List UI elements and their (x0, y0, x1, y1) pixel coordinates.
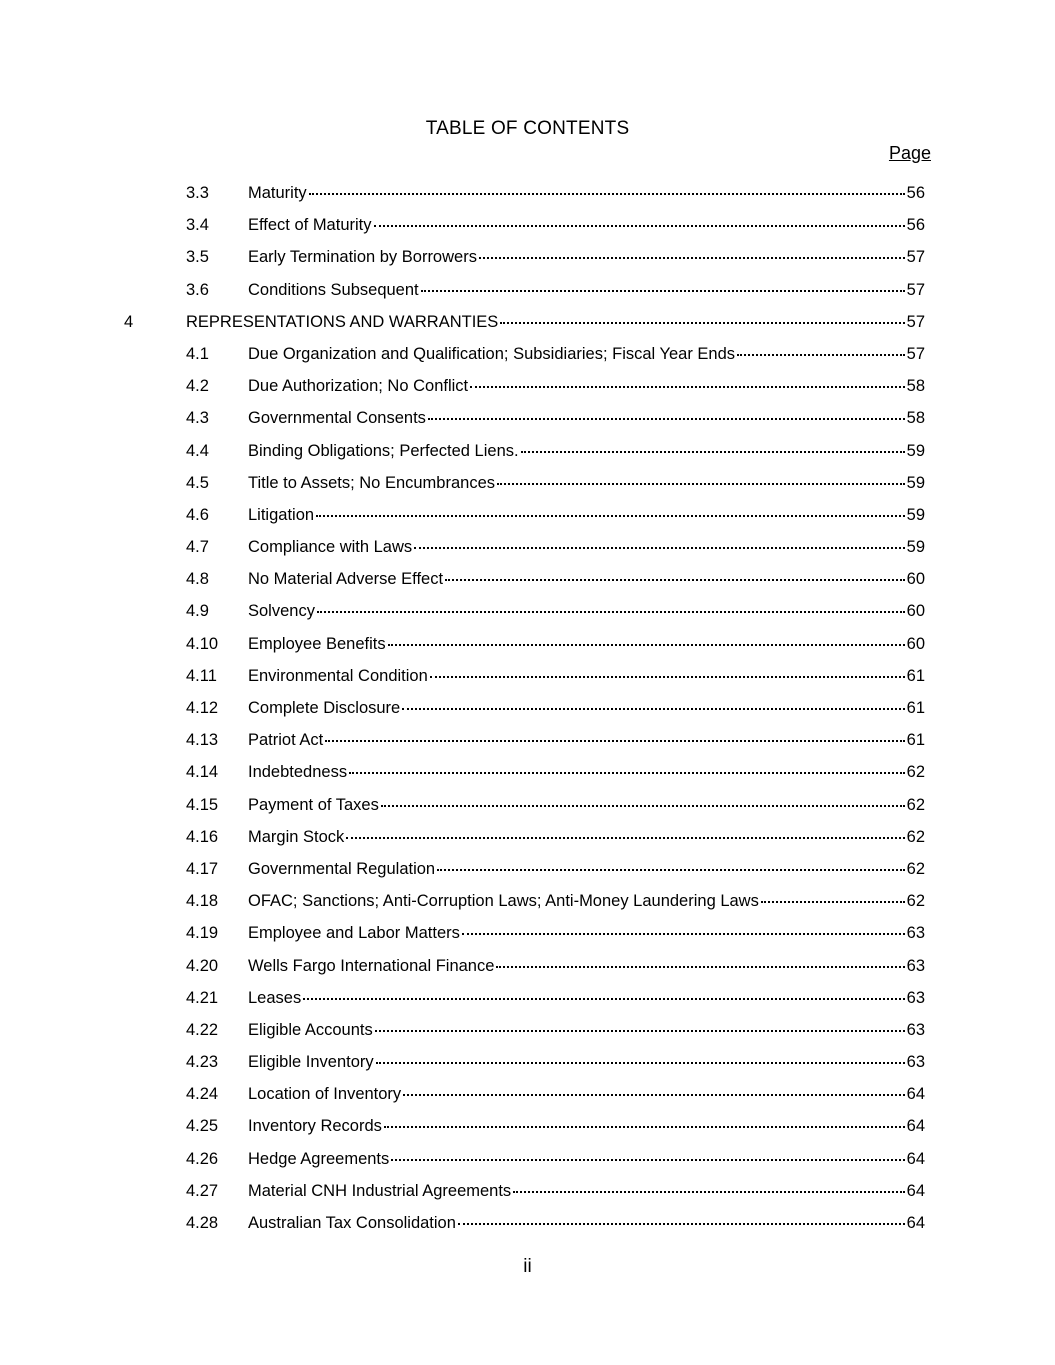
toc-entry[interactable] (0, 1210, 1055, 1242)
toc-entry-page: 64 (906, 1149, 925, 1168)
toc-entry-title: Patriot Act (248, 731, 324, 750)
toc-entry[interactable] (0, 373, 1055, 405)
dot-leader (470, 385, 905, 388)
dot-leader (428, 417, 905, 420)
toc-entry[interactable] (0, 953, 1055, 985)
toc-entry-line (248, 631, 925, 657)
toc-entry-line (248, 920, 925, 946)
toc-entry[interactable] (0, 438, 1055, 470)
toc-entry-number: 4.3 (186, 409, 209, 428)
dot-leader (375, 1029, 905, 1032)
toc-entry-page: 58 (906, 409, 925, 428)
toc-entry-number: 4.25 (186, 1117, 219, 1136)
toc-entry-page: 59 (906, 473, 925, 492)
toc-entry-line (248, 1049, 925, 1075)
toc-entry-page: 60 (906, 634, 925, 653)
dot-leader (458, 1222, 905, 1225)
dot-leader (414, 546, 904, 549)
toc-entry-number: 4.22 (186, 1020, 219, 1039)
toc-entry-page: 60 (906, 602, 925, 621)
toc-entry-title: Early Termination by Borrowers (248, 248, 477, 267)
toc-entry-title: Location of Inventory (248, 1085, 402, 1104)
dot-leader (430, 675, 905, 678)
toc-entry-line (248, 1113, 925, 1139)
dot-leader (462, 932, 905, 935)
toc-entry-line (248, 212, 925, 238)
dot-leader (403, 1093, 904, 1096)
toc-entry[interactable] (0, 244, 1055, 276)
toc-entry-line (248, 888, 925, 914)
toc-entry-number: 4.7 (186, 538, 209, 557)
toc-entry-number: 4.24 (186, 1085, 219, 1104)
toc-entry-title: Employee and Labor Matters (248, 924, 460, 943)
toc-entry-line (248, 244, 925, 270)
toc-entry[interactable] (0, 534, 1055, 566)
toc-entry[interactable] (0, 856, 1055, 888)
toc-entry-page: 57 (906, 248, 925, 267)
toc-entry-line (248, 727, 925, 753)
toc-entry[interactable] (0, 180, 1055, 212)
toc-entry[interactable] (0, 792, 1055, 824)
dot-leader (388, 643, 905, 646)
toc-entry[interactable] (0, 470, 1055, 502)
toc-entry[interactable] (0, 212, 1055, 244)
toc-entry[interactable] (0, 1146, 1055, 1178)
toc-entry-line (248, 341, 925, 367)
toc-entry[interactable] (0, 405, 1055, 437)
toc-entry-line (248, 759, 925, 785)
toc-entry-line (248, 534, 925, 560)
toc-entry-title: OFAC; Sanctions; Anti-Corruption Laws; Anti-Money Laundering Laws (248, 892, 759, 911)
toc-entry-number: 4.27 (186, 1181, 219, 1200)
toc-entry-page: 63 (906, 1053, 925, 1072)
toc-entry-line (248, 373, 925, 399)
dot-leader (376, 1061, 905, 1064)
toc-entry-line (248, 1210, 925, 1236)
toc-entry-page: 64 (906, 1214, 925, 1232)
toc-entry-page: 57 (906, 312, 925, 331)
toc-entry-number: 4.21 (186, 988, 219, 1007)
toc-entry-number: 4.17 (186, 859, 219, 878)
toc-entry-line (248, 695, 925, 721)
toc-entry-page: 56 (906, 216, 925, 235)
toc-entry-number: 4.8 (186, 570, 209, 589)
toc-entry[interactable] (0, 1049, 1055, 1081)
toc-entry-page: 63 (906, 1020, 925, 1039)
dot-leader (445, 578, 905, 581)
toc-entry-number: 4.14 (186, 763, 219, 782)
toc-entry-page: 62 (906, 763, 925, 782)
dot-leader (497, 482, 905, 485)
toc-entry-number: 4 (124, 312, 134, 331)
dot-leader (761, 900, 905, 903)
toc-entry-page: 59 (906, 538, 925, 557)
page-column-label: Page (888, 143, 931, 163)
toc-entry-line (248, 1081, 925, 1107)
dot-leader (391, 1158, 904, 1161)
toc-entry-title: Binding Obligations; Perfected Liens. (248, 441, 519, 460)
toc-entry-page: 59 (906, 441, 925, 460)
toc-entry-title: Payment of Taxes (248, 795, 379, 814)
toc-entry[interactable] (0, 631, 1055, 663)
toc-entry-title: Due Authorization; No Conflict (248, 377, 469, 396)
toc-entry-number: 4.19 (186, 924, 219, 943)
dot-leader (737, 353, 905, 356)
toc-entry-line (186, 309, 925, 335)
toc-entry-number: 3.6 (186, 280, 209, 299)
toc-entry[interactable] (0, 341, 1055, 373)
dot-leader (496, 965, 904, 968)
toc-entry-number: 4.20 (186, 956, 219, 975)
toc-entry-title: Governmental Consents (248, 409, 426, 428)
toc-entry-title: Margin Stock (248, 827, 345, 846)
toc-entry-title: Compliance with Laws (248, 538, 413, 557)
toc-entry-page: 61 (906, 699, 925, 717)
toc-entry-page: 63 (906, 924, 925, 943)
toc-entry-number: 4.2 (186, 377, 209, 396)
toc-entry-page: 61 (906, 666, 925, 685)
toc-entry[interactable] (0, 727, 1055, 759)
dot-leader (421, 289, 905, 292)
toc-entry-title: Eligible Accounts (248, 1020, 373, 1039)
toc-entry-page: 62 (906, 795, 925, 814)
dot-leader (513, 1190, 904, 1193)
toc-entry-page: 57 (906, 344, 925, 363)
toc-entry-line (248, 1146, 925, 1172)
toc-entry-page: 56 (906, 184, 925, 202)
toc-entry-number: 4.6 (186, 505, 209, 524)
dot-leader (303, 997, 904, 1000)
toc-entry[interactable] (0, 920, 1055, 952)
toc-entry[interactable] (0, 1113, 1055, 1145)
toc-entry-number: 4.5 (186, 473, 209, 492)
dot-leader (437, 868, 905, 871)
toc-entry-number: 4.10 (186, 634, 219, 653)
toc-entry-page: 59 (906, 505, 925, 524)
toc-entry-number: 4.18 (186, 892, 219, 911)
toc-entry-title: Wells Fargo International Finance (248, 956, 495, 975)
toc-entry-title: Inventory Records (248, 1117, 382, 1136)
toc-entry-title: Title to Assets; No Encumbrances (248, 473, 495, 492)
toc-entry-page: 60 (906, 570, 925, 589)
toc-entry-number: 4.13 (186, 731, 219, 750)
toc-entry-number: 4.26 (186, 1149, 219, 1168)
toc-entry-line (248, 1178, 925, 1204)
toc-entry-line (248, 663, 925, 689)
toc-entry-number: 4.12 (186, 699, 219, 717)
dot-leader (309, 192, 905, 195)
dot-leader (479, 256, 905, 259)
toc-entry-page: 63 (906, 988, 925, 1007)
toc-entry-number: 4.11 (186, 666, 217, 685)
toc-entry-page: 62 (906, 827, 925, 846)
toc-entry[interactable] (0, 1081, 1055, 1113)
toc-entry-page: 64 (906, 1085, 925, 1104)
toc-entry-title: Indebtedness (248, 763, 348, 782)
toc-entry-number: 4.16 (186, 827, 219, 846)
toc-entry-title: Maturity (248, 184, 307, 202)
toc-entry-page: 62 (906, 859, 925, 878)
toc-entry-title: Effect of Maturity (248, 216, 372, 235)
dot-leader (316, 514, 905, 517)
toc-entry-title: Hedge Agreements (248, 1149, 390, 1168)
toc-entry-page: 57 (906, 280, 925, 299)
toc-entry-number: 3.5 (186, 248, 209, 267)
toc-entry-title: Governmental Regulation (248, 859, 436, 878)
toc-entry-title: Environmental Condition (248, 666, 428, 685)
toc-entry-title: No Material Adverse Effect (248, 570, 444, 589)
toc-entry-number: 3.3 (186, 184, 209, 202)
toc-entry-line (248, 953, 925, 979)
toc-entry-page: 58 (906, 377, 925, 396)
toc-entry-line (248, 502, 925, 528)
toc-entry-title: Material CNH Industrial Agreements (248, 1181, 512, 1200)
toc-entry-page: 62 (906, 892, 925, 911)
toc-entry-title: Leases (248, 988, 302, 1007)
toc-entry[interactable] (0, 502, 1055, 534)
toc-entry-title: REPRESENTATIONS AND WARRANTIES (186, 312, 499, 331)
toc-entry-number: 4.23 (186, 1053, 219, 1072)
toc-list (0, 180, 1055, 1242)
dot-leader (349, 771, 905, 774)
toc-entry-title: Litigation (248, 505, 315, 524)
dot-leader (346, 836, 904, 839)
toc-entry-line (248, 1017, 925, 1043)
dot-leader (374, 224, 905, 227)
toc-entry[interactable] (0, 1178, 1055, 1210)
toc-entry[interactable] (0, 663, 1055, 695)
toc-entry-number: 4.15 (186, 795, 219, 814)
toc-entry[interactable] (0, 695, 1055, 727)
dot-leader (384, 1125, 905, 1128)
toc-entry[interactable] (0, 985, 1055, 1017)
toc-entry-number: 4.1 (186, 344, 209, 363)
dot-leader (521, 450, 905, 453)
toc-entry-number: 4.28 (186, 1214, 219, 1232)
toc-entry-line (248, 470, 925, 496)
toc-entry-line (248, 856, 925, 882)
toc-entry[interactable] (0, 759, 1055, 791)
dot-leader (317, 610, 905, 613)
toc-entry-line (248, 985, 925, 1011)
toc-entry-title: Due Organization and Qualification; Subsidiaries; Fiscal Year Ends (248, 344, 736, 363)
toc-entry[interactable] (0, 824, 1055, 856)
toc-entry-line (248, 598, 925, 624)
toc-entry-line (248, 405, 925, 431)
toc-entry[interactable] (0, 888, 1055, 920)
toc-entry-line (248, 824, 925, 850)
toc-entry-page: 64 (906, 1117, 925, 1136)
dot-leader (381, 804, 905, 807)
toc-entry-line (248, 277, 925, 303)
toc-entry-title: Eligible Inventory (248, 1053, 374, 1072)
toc-title: TABLE OF CONTENTS (425, 118, 630, 139)
toc-entry-page: 61 (906, 731, 925, 750)
toc-entry-line (248, 792, 925, 818)
dot-leader (325, 739, 904, 742)
toc-entry-number: 3.4 (186, 216, 209, 235)
toc-entry[interactable] (0, 277, 1055, 309)
toc-entry-title: Solvency (248, 602, 315, 621)
toc-entry-line (248, 180, 925, 206)
toc-entry-title: Conditions Subsequent (248, 280, 419, 299)
toc-entry-title: Complete Disclosure (248, 699, 401, 717)
dot-leader (402, 707, 904, 710)
toc-entry-title: Australian Tax Consolidation (248, 1214, 456, 1232)
toc-entry-page: 64 (906, 1181, 925, 1200)
toc-entry[interactable] (0, 598, 1055, 630)
toc-entry-title: Employee Benefits (248, 634, 386, 653)
toc-entry-line (248, 566, 925, 592)
toc-entry[interactable] (0, 566, 1055, 598)
toc-entry-number: 4.9 (186, 602, 209, 621)
dot-leader (500, 321, 904, 324)
toc-entry[interactable] (0, 1017, 1055, 1049)
toc-entry-line (248, 438, 925, 464)
page-number-footer: ii (523, 1256, 532, 1277)
toc-entry-page: 63 (906, 956, 925, 975)
toc-entry[interactable] (0, 309, 1055, 341)
toc-entry-number: 4.4 (186, 441, 209, 460)
